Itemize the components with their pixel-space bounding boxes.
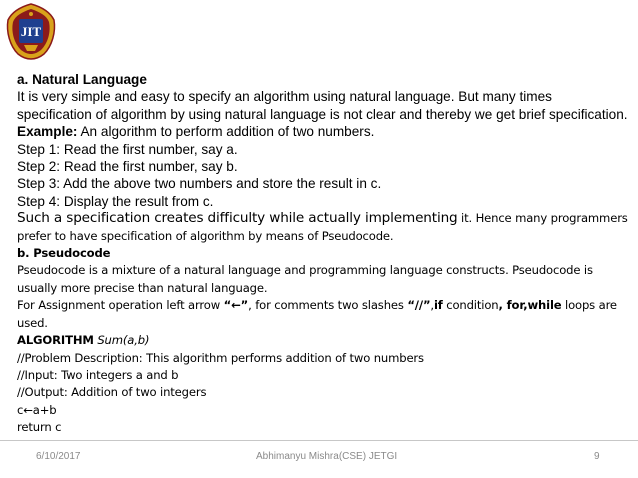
- algorithm-header: [17, 332, 629, 349]
- assign-text-4: condition: [442, 298, 499, 313]
- assignment-paragraph: [17, 297, 629, 332]
- difficulty-part-1: Such a specification creates difficulty while actually implementing: [17, 210, 458, 227]
- logo-emblem-icon: [7, 4, 54, 59]
- heading-natural-language: a. Natural Language: [17, 72, 147, 87]
- paragraph-natural-language: It is very simple and easy to specify an algorithm using natural language. But many times specification of algorithm by using natural language is not clear and thereby we get brief specification.: [17, 89, 628, 122]
- assign-slashes: “//”: [407, 298, 431, 313]
- slide-content: [17, 71, 629, 437]
- assign-loops: , for,while: [498, 298, 562, 313]
- step-4: Step 4: Display the result from c.: [17, 193, 214, 209]
- assign-text-5: loops are used.: [17, 298, 617, 330]
- example-line: [17, 123, 629, 140]
- difficulty-paragraph: [17, 210, 629, 245]
- footer-page-number: 9: [594, 451, 600, 462]
- step-1: Step 1: Read the first number, say a.: [17, 141, 238, 157]
- assign-text-1: For Assignment operation left arrow: [17, 298, 224, 313]
- example-text: An algorithm to perform addition of two numbers.: [77, 124, 375, 140]
- code-line: //Output: Addition of two integers: [17, 385, 207, 400]
- code-line: return c: [17, 420, 62, 435]
- assign-text-3: ,: [430, 298, 434, 313]
- step-3: Step 3: Add the above two numbers and store the result in c.: [17, 176, 382, 192]
- difficulty-part-2: it. Hence many programmers prefer to have specification of algorithm by means of Pseudocode.: [17, 211, 628, 243]
- footer-date: 6/10/2017: [36, 451, 81, 462]
- algorithm-label: ALGORITHM: [17, 333, 94, 348]
- heading-pseudocode: b. Pseudocode: [17, 246, 111, 261]
- assign-if: if: [433, 298, 443, 313]
- footer-divider: [0, 440, 638, 441]
- algorithm-name: Sum(a,b): [97, 333, 150, 348]
- assign-arrow: “←”: [223, 298, 249, 313]
- paragraph-pseudocode: Pseudocode is a mixture of a natural language and programming language constructs. Pseudocode is usually more precise than natural language.: [17, 263, 593, 295]
- assign-text-2: , for comments two slashes: [248, 298, 408, 313]
- footer-author: Abhimanyu Mishra(CSE) JETGI: [256, 451, 398, 462]
- code-line: //Problem Description: This algorithm performs addition of two numbers: [17, 350, 424, 365]
- institution-logo: [4, 2, 58, 60]
- code-line: c←a+b: [17, 402, 57, 417]
- example-label: Example:: [17, 124, 78, 140]
- code-line: //Input: Two integers a and b: [17, 367, 179, 382]
- svg-text:JIT: JIT: [20, 24, 42, 39]
- step-2: Step 2: Read the first number, say b.: [17, 159, 238, 175]
